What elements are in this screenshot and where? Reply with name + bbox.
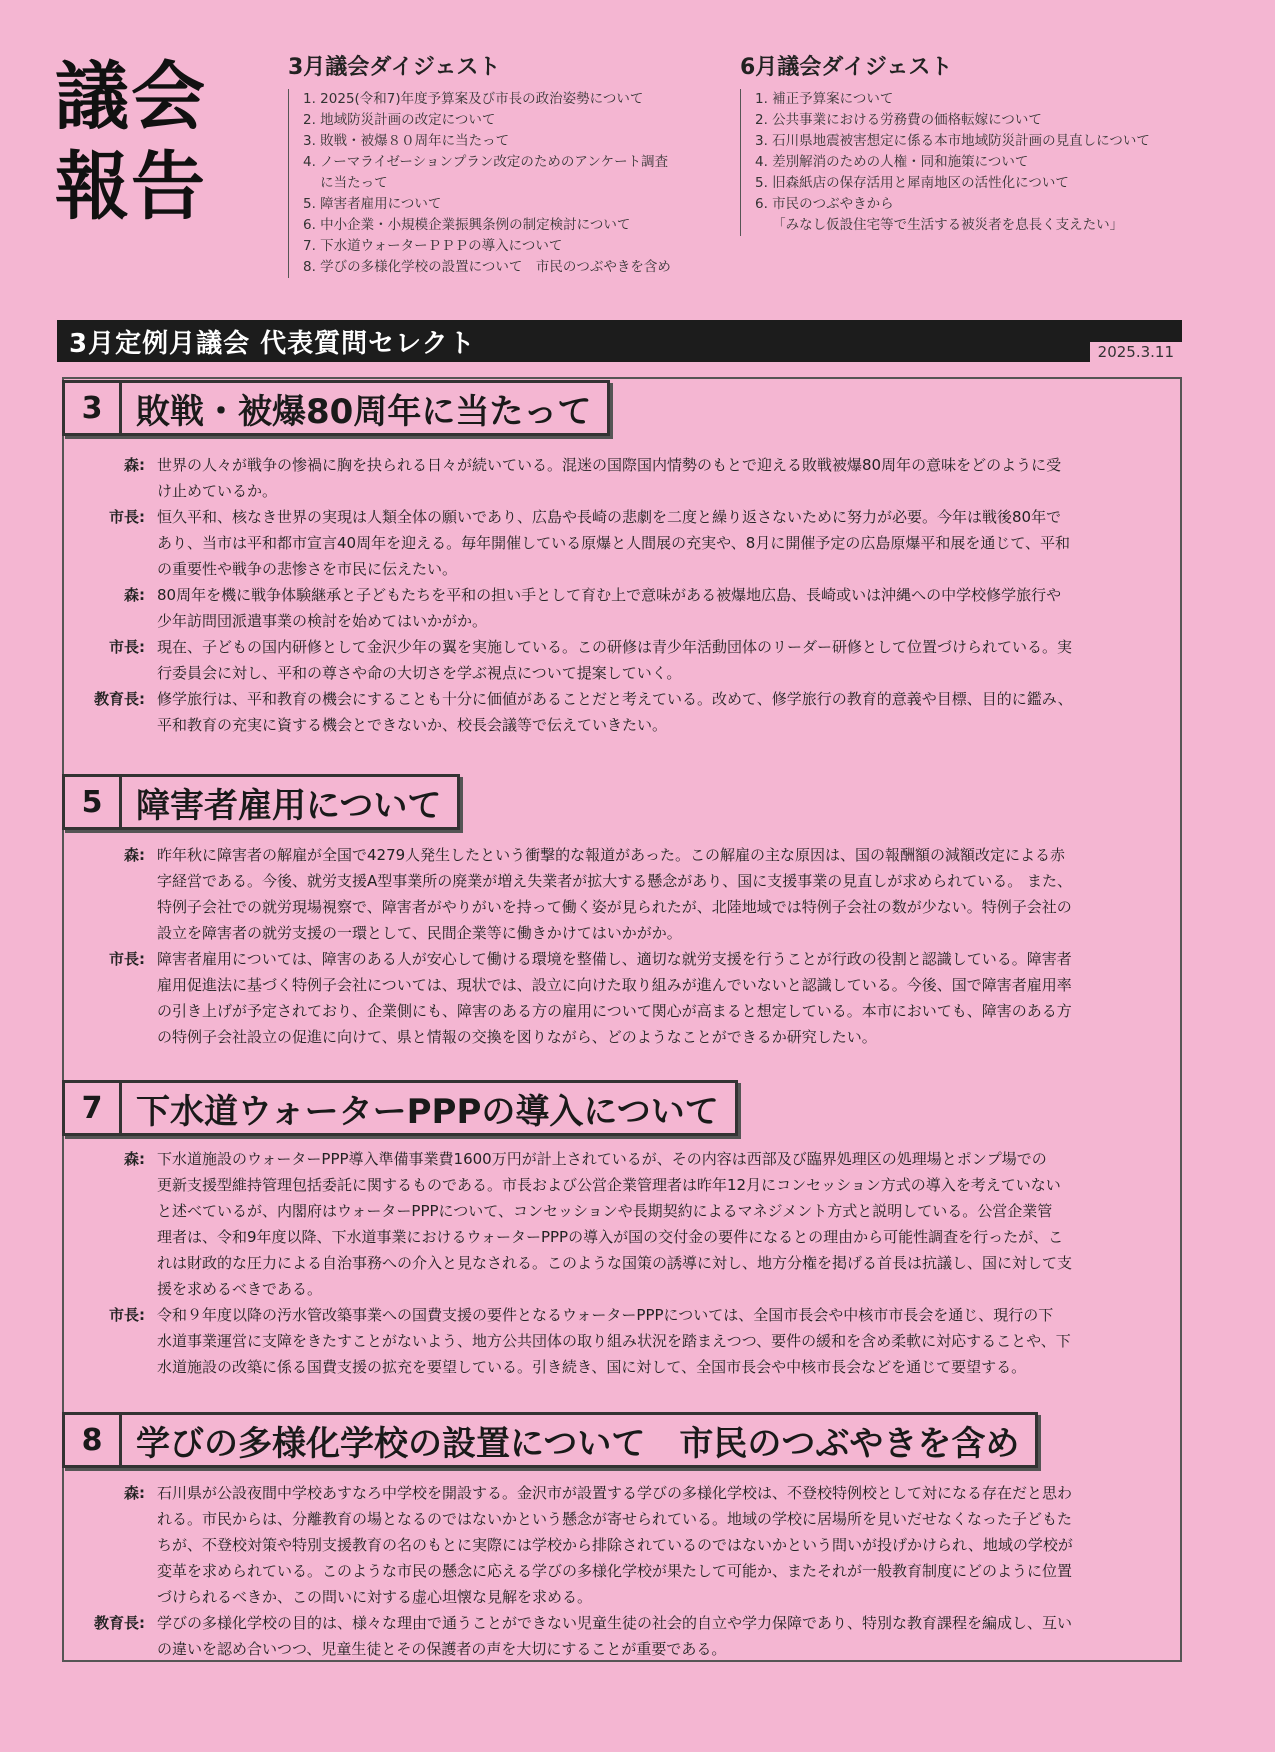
qa-item: 教育長 : 学びの多様化学校の目的は、様々な理由で通うことができない児童生徒の社会的自立や学力保障であり、特別な教育課程を編成し、互い の違いを認め合いつつ、児童生徒とその保護者の声を大切にすることが重要である。 <box>62 1610 1162 1662</box>
section-title: 学びの多様化学校の設置について 市民のつぶやきを含め <box>136 1423 1020 1464</box>
page-title <box>55 52 207 232</box>
section-number: 3 <box>65 383 122 433</box>
list-item: 4. 差別解消のための人権・同和施策について <box>755 154 1029 170</box>
text-line: づけられるべきか、この問いに対する虚心坦懐な見解を求める。 <box>157 1588 593 1606</box>
speaker-label: 森 <box>123 846 139 864</box>
text-line: 更新支援型維持管理包括委託に関するものである。市長および公営企業管理者は昨年12月にコンセッション方式の導入を考えていない <box>157 1176 1061 1194</box>
text-line: 現在、子どもの国内研修として金沢少年の翼を実施している。この研修は青少年活動団体のリーダー研修として位置づけられている。実 <box>157 638 1073 656</box>
banner-title: 3月定例月議会 代表質問セレクト <box>69 328 476 359</box>
list-item: 6. 中小企業・小規模企業振興条例の制定検討について <box>303 217 631 233</box>
banner-date: 2025.3.11 <box>1090 342 1182 362</box>
qa-item: 森 : 下水道施設のウォーターPPP導入準備事業費1600万円が計上されているが、その内容は西部及び臨界処理区の処理場とポンプ場での 更新支援型維持管理包括委託に関するものである。市長および公営企業管理者は昨年12月にコンセッション方式の導入を考えていない と述べているが、内閣府はウォーターPPPについて、コンセッションや長期契約によるマネジメント方式と説明している。公営企業管 理者は、令和9年度以降、下水道事業におけるウォーターPPPの導入が国の交付金の要件になるとの理由から可能性調査を行ったが、こ れは財政的な圧力による自治事務への介入と見なされる。このような国策の誘導に対し、地方分権を掲げる首長は抗議し、国に対して支 援を求めるべきである。 <box>62 1146 1162 1302</box>
qa-item: 森 : 石川県が公設夜間中学校あすなろ中学校を開設する。金沢市が設置する学びの多様化学校は、不登校特例校として対になる存在だと思わ れる。市民からは、分離教育の場となるのではないかという懸念が寄せられている。地域の学校に居場所を見いだせなくなった子どもた ちが、不登校対策や特別支援教育の名のもとに実際には学校から排除されているのではないかという問いが投げかけられ、地域の学校が 変革を求められている。このような市民の懸念に応える学びの多様化学校が果たして可能か、またそれが一般教育制度にどのように位置 づけられるべきか、この問いに対する虚心坦懐な見解を求める。 <box>62 1480 1162 1610</box>
speaker-label: 市長 <box>108 950 139 968</box>
qa-list <box>62 1480 1162 1662</box>
text-line: 令和９年度以降の汚水管改築事業への国費支援の要件となるウォーターPPPについては、全国市長会や中核市市長会を通じ、現行の下 <box>157 1306 1054 1324</box>
text-line: れる。市民からは、分離教育の場となるのではないかという懸念が寄せられている。地域の学校に居場所を見いだせなくなった子どもた <box>157 1510 1073 1528</box>
section-title: 下水道ウォーターPPPの導入について <box>136 1091 719 1132</box>
section-heading <box>62 1080 738 1136</box>
page-title-line1: 議会 <box>55 54 207 140</box>
section-title: 障害者雇用について <box>136 785 442 826</box>
speaker-label: 市長 <box>108 638 139 656</box>
text-line: 水道施設の改築に係る国費支援の拡充を要望している。引き続き、国に対して、全国市長会や中核市長会などを通じて要望する。 <box>157 1358 1027 1376</box>
qa-item: 市長 : 恒久平和、核なき世界の実現は人類全体の願いであり、広島や長崎の悲劇を二度と繰り返さないために努力が必要。今年は戦後80年で あり、当市は平和都市宣言40周年を迎える。毎年開催している原爆と人間展の充実や、8月に開催予定の広島原爆平和展を通じて、平和 の重要性や戦争の悲惨さを市民に伝えたい。 <box>62 504 1162 582</box>
qa-item: 森 : 昨年秋に障害者の解雇が全国で4279人発生したという衝撃的な報道があった。この解雇の主な原因は、国の報酬額の減額改定による赤 字経営である。今後、就労支援A型事業所の廃業が増え失業者が拡大する懸念があり、国に支援事業の見直しが求められている。 また、 特例子会社での就労現場視察で、障害者がやりがいを持って働く姿が見られたが、北陸地域では特例子会社の数が少ない。特例子会社の 設立を障害者の就労支援の一環として、民間企業等に働きかけてはいかがか。 <box>62 842 1162 946</box>
text-line: 80周年を機に戦争体験継承と子どもたちを平和の担い手として育む上で意味がある被爆地広島、長崎或いは沖縄への中学校修学旅行や <box>157 586 1062 604</box>
speaker-label: 森 <box>123 1484 139 1502</box>
section-title: 敗戦・被爆80周年に当たって <box>136 391 592 432</box>
qa-item: 教育長 : 修学旅行は、平和教育の機会にすることも十分に価値があることだと考えている。改めて、修学旅行の教育的意義や目標、目的に鑑み、 平和教育の充実に資する機会とできないか、校長会議等で伝えていきたい。 <box>62 686 1162 738</box>
text-line: 障害者雇用については、障害のある人が安心して働ける環境を整備し、適切な就労支援を行うことが行政の役割と認識している。障害者 <box>157 950 1072 968</box>
text-line: 恒久平和、核なき世界の実現は人類全体の願いであり、広島や長崎の悲劇を二度と繰り返さないために努力が必要。今年は戦後80年で <box>157 508 1062 526</box>
speaker-label: 教育長 <box>93 690 139 708</box>
text-line: 理者は、令和9年度以降、下水道事業におけるウォーターPPPの導入が国の交付金の要件になるとの理由から可能性調査を行ったが、こ <box>157 1228 1064 1246</box>
text-line: の特例子会社設立の促進に向けて、県と情報の交換を図りながら、どのようなことができるか研究したい。 <box>157 1028 877 1046</box>
text-line: 少年訪問団派遣事業の検討を始めてはいかがか。 <box>157 612 488 630</box>
section-banner <box>57 320 1182 362</box>
text-line: の重要性や戦争の悲惨さを市民に伝えたい。 <box>157 560 458 578</box>
june-digest-title: 6月議会ダイジェスト <box>740 55 953 80</box>
text-line: 修学旅行は、平和教育の機会にすることも十分に価値があることだと考えている。改めて、修学旅行の教育的意義や目標、目的に鑑み、 <box>157 690 1073 708</box>
speaker-label: 森 <box>123 586 139 604</box>
text-line: 設立を障害者の就労支援の一環として、民間企業等に働きかけてはいかがか。 <box>157 924 682 942</box>
text-line: あり、当市は平和都市宣言40周年を迎える。毎年開催している原爆と人間展の充実や、8月に開催予定の広島原爆平和展を通じて、平和 <box>157 534 1071 552</box>
june-digest-list <box>740 89 1240 236</box>
text-line: 石川県が公設夜間中学校あすなろ中学校を開設する。金沢市が設置する学びの多様化学校は、不登校特例校として対になる存在だと思わ <box>157 1484 1073 1502</box>
text-line: 世界の人々が戦争の惨禍に胸を抉られる日々が続いている。混迷の国際国内情勢のもとで迎える敗戦被爆80周年の意味をどのように受 <box>157 456 1062 474</box>
text-line: 特例子会社での就労現場視察で、障害者がやりがいを持って働く姿が見られたが、北陸地域では特例子会社の数が少ない。特例子会社の <box>157 898 1072 916</box>
qa-item: 森 : 世界の人々が戦争の惨禍に胸を抉られる日々が続いている。混迷の国際国内情勢のもとで迎える敗戦被爆80周年の意味をどのように受 け止めているか。 <box>62 452 1162 504</box>
text-line: ちが、不登校対策や特別支援教育の名のもとに実際には学校から排除されているのではないかという問いが投げかけられ、地域の学校が <box>157 1536 1073 1554</box>
list-item: 5. 障害者雇用について <box>303 196 442 212</box>
speaker-label: 市長 <box>108 1306 139 1324</box>
section-heading <box>62 774 460 830</box>
text-line: 昨年秋に障害者の解雇が全国で4279人発生したという衝撃的な報道があった。この解雇の主な原因は、国の報酬額の減額改定による赤 <box>157 846 1066 864</box>
list-item: 1. 2025(令和7)年度予算案及び市長の政治姿勢について <box>303 91 644 107</box>
section-heading <box>62 380 610 436</box>
speaker-label: 教育長 <box>93 1614 139 1632</box>
section-number: 8 <box>65 1415 122 1465</box>
text-line: 下水道施設のウォーターPPP導入準備事業費1600万円が計上されているが、その内容は西部及び臨界処理区の処理場とポンプ場での <box>157 1150 1047 1168</box>
list-item: 「みなし仮設住宅等で生活する被災者を息長く支えたい」 <box>755 217 1124 233</box>
text-line: 雇用促進法に基づく特例子会社については、現状では、設立に向けた取り組みが進んでいないと認識している。今後、国で障害者雇用率 <box>157 976 1072 994</box>
list-item: 6. 市民のつぶやきから <box>755 196 894 212</box>
text-line: 変革を求められている。このような市民の懸念に応える学びの多様化学校が果たして可能か、またそれが一般教育制度にどのように位置 <box>157 1562 1073 1580</box>
list-item: 1. 補正予算案について <box>755 91 894 107</box>
text-line: 字経営である。今後、就労支援A型事業所の廃業が増え失業者が拡大する懸念があり、国に支援事業の見直しが求められている。 また、 <box>157 872 1073 890</box>
text-line: 学びの多様化学校の目的は、様々な理由で通うことができない児童生徒の社会的自立や学力保障であり、特別な教育課程を編成し、互い <box>157 1614 1073 1632</box>
qa-item: 市長 : 現在、子どもの国内研修として金沢少年の翼を実施している。この研修は青少年活動団体のリーダー研修として位置づけられている。実 行委員会に対し、平和の尊さや命の大切さを学ぶ視点について提案していく。 <box>62 634 1162 686</box>
list-item: 5. 旧森紙店の保存活用と犀南地区の活性化について <box>755 175 1069 191</box>
text-line: 平和教育の充実に資する機会とできないか、校長会議等で伝えていきたい。 <box>157 716 668 734</box>
speaker-label: 市長 <box>108 508 139 526</box>
section-number: 5 <box>65 777 122 827</box>
list-item: 4. ノーマライゼーションプラン改定のためのアンケート調査 <box>303 154 669 170</box>
qa-list <box>62 1146 1162 1380</box>
list-item: 3. 石川県地震被害想定に係る本市地域防災計画の見直しについて <box>755 133 1150 149</box>
qa-item: 森 : 80周年を機に戦争体験継承と子どもたちを平和の担い手として育む上で意味がある被爆地広島、長崎或いは沖縄への中学校修学旅行や 少年訪問団派遣事業の検討を始めてはいかがか。 <box>62 582 1162 634</box>
section-heading <box>62 1412 1038 1468</box>
march-digest-list <box>288 89 728 278</box>
text-line: 行委員会に対し、平和の尊さや命の大切さを学ぶ視点について提案していく。 <box>157 664 682 682</box>
text-line: と述べているが、内閣府はウォーターPPPについて、コンセッションや長期契約によるマネジメント方式と説明している。公営企業管 <box>157 1202 1053 1220</box>
speaker-label: 森 <box>123 456 139 474</box>
march-digest-title: 3月議会ダイジェスト <box>288 55 501 80</box>
list-item: 8. 学びの多様化学校の設置について 市民のつぶやきを含め <box>303 259 671 275</box>
text-line: 援を求めるべきである。 <box>157 1280 323 1298</box>
qa-item: 市長 : 障害者雇用については、障害のある人が安心して働ける環境を整備し、適切な就労支援を行うことが行政の役割と認識している。障害者 雇用促進法に基づく特例子会社については、現状では、設立に向けた取り組みが進んでいないと認識している。今後、国で障害者雇用率 の引き上げが予定されており、企業側にも、障害のある方の雇用について関心が高まると想定している。本市においても、障害のある方 の特例子会社設立の促進に向けて、県と情報の交換を図りながら、どのようなことができるか研究したい。 <box>62 946 1162 1050</box>
june-digest <box>740 50 1240 236</box>
list-item: 2. 地域防災計画の改定について <box>303 112 496 128</box>
text-line: け止めているか。 <box>157 482 278 500</box>
list-item: 7. 下水道ウォーターＰＰＰの導入について <box>303 238 563 254</box>
text-line: の違いを認め合いつつ、児童生徒とその保護者の声を大切にすることが重要である。 <box>157 1640 727 1658</box>
text-line: れは財政的な圧力による自治事務への介入と見なされる。このような国策の誘導に対し、地方分権を掲げる首長は抗議し、国に対して支 <box>157 1254 1073 1272</box>
qa-list <box>62 452 1162 738</box>
qa-item: 市長 : 令和９年度以降の汚水管改築事業への国費支援の要件となるウォーターPPPについては、全国市長会や中核市市長会を通じ、現行の下 水道事業運営に支障をきたすことがないよう、地方公共団体の取り組み状況を踏まえつつ、要件の緩和を含め柔軟に対応することや、下 水道施設の改築に係る国費支援の拡充を要望している。引き続き、国に対して、全国市長会や中核市長会などを通じて要望する。 <box>62 1302 1162 1380</box>
text-line: 水道事業運営に支障をきたすことがないよう、地方公共団体の取り組み状況を踏まえつつ、要件の緩和を含め柔軟に対応することや、下 <box>157 1332 1071 1350</box>
qa-list <box>62 842 1162 1050</box>
page-title-line2: 報告 <box>55 144 207 230</box>
list-item: 2. 公共事業における労務費の価格転嫁について <box>755 112 1042 128</box>
section-number: 7 <box>65 1083 122 1133</box>
list-item: に当たって <box>303 175 388 191</box>
text-line: の引き上げが予定されており、企業側にも、障害のある方の雇用について関心が高まると想定している。本市においても、障害のある方 <box>157 1002 1072 1020</box>
speaker-label: 森 <box>123 1150 139 1168</box>
list-item: 3. 敗戦・被爆８０周年に当たって <box>303 133 510 149</box>
march-digest <box>288 50 728 278</box>
